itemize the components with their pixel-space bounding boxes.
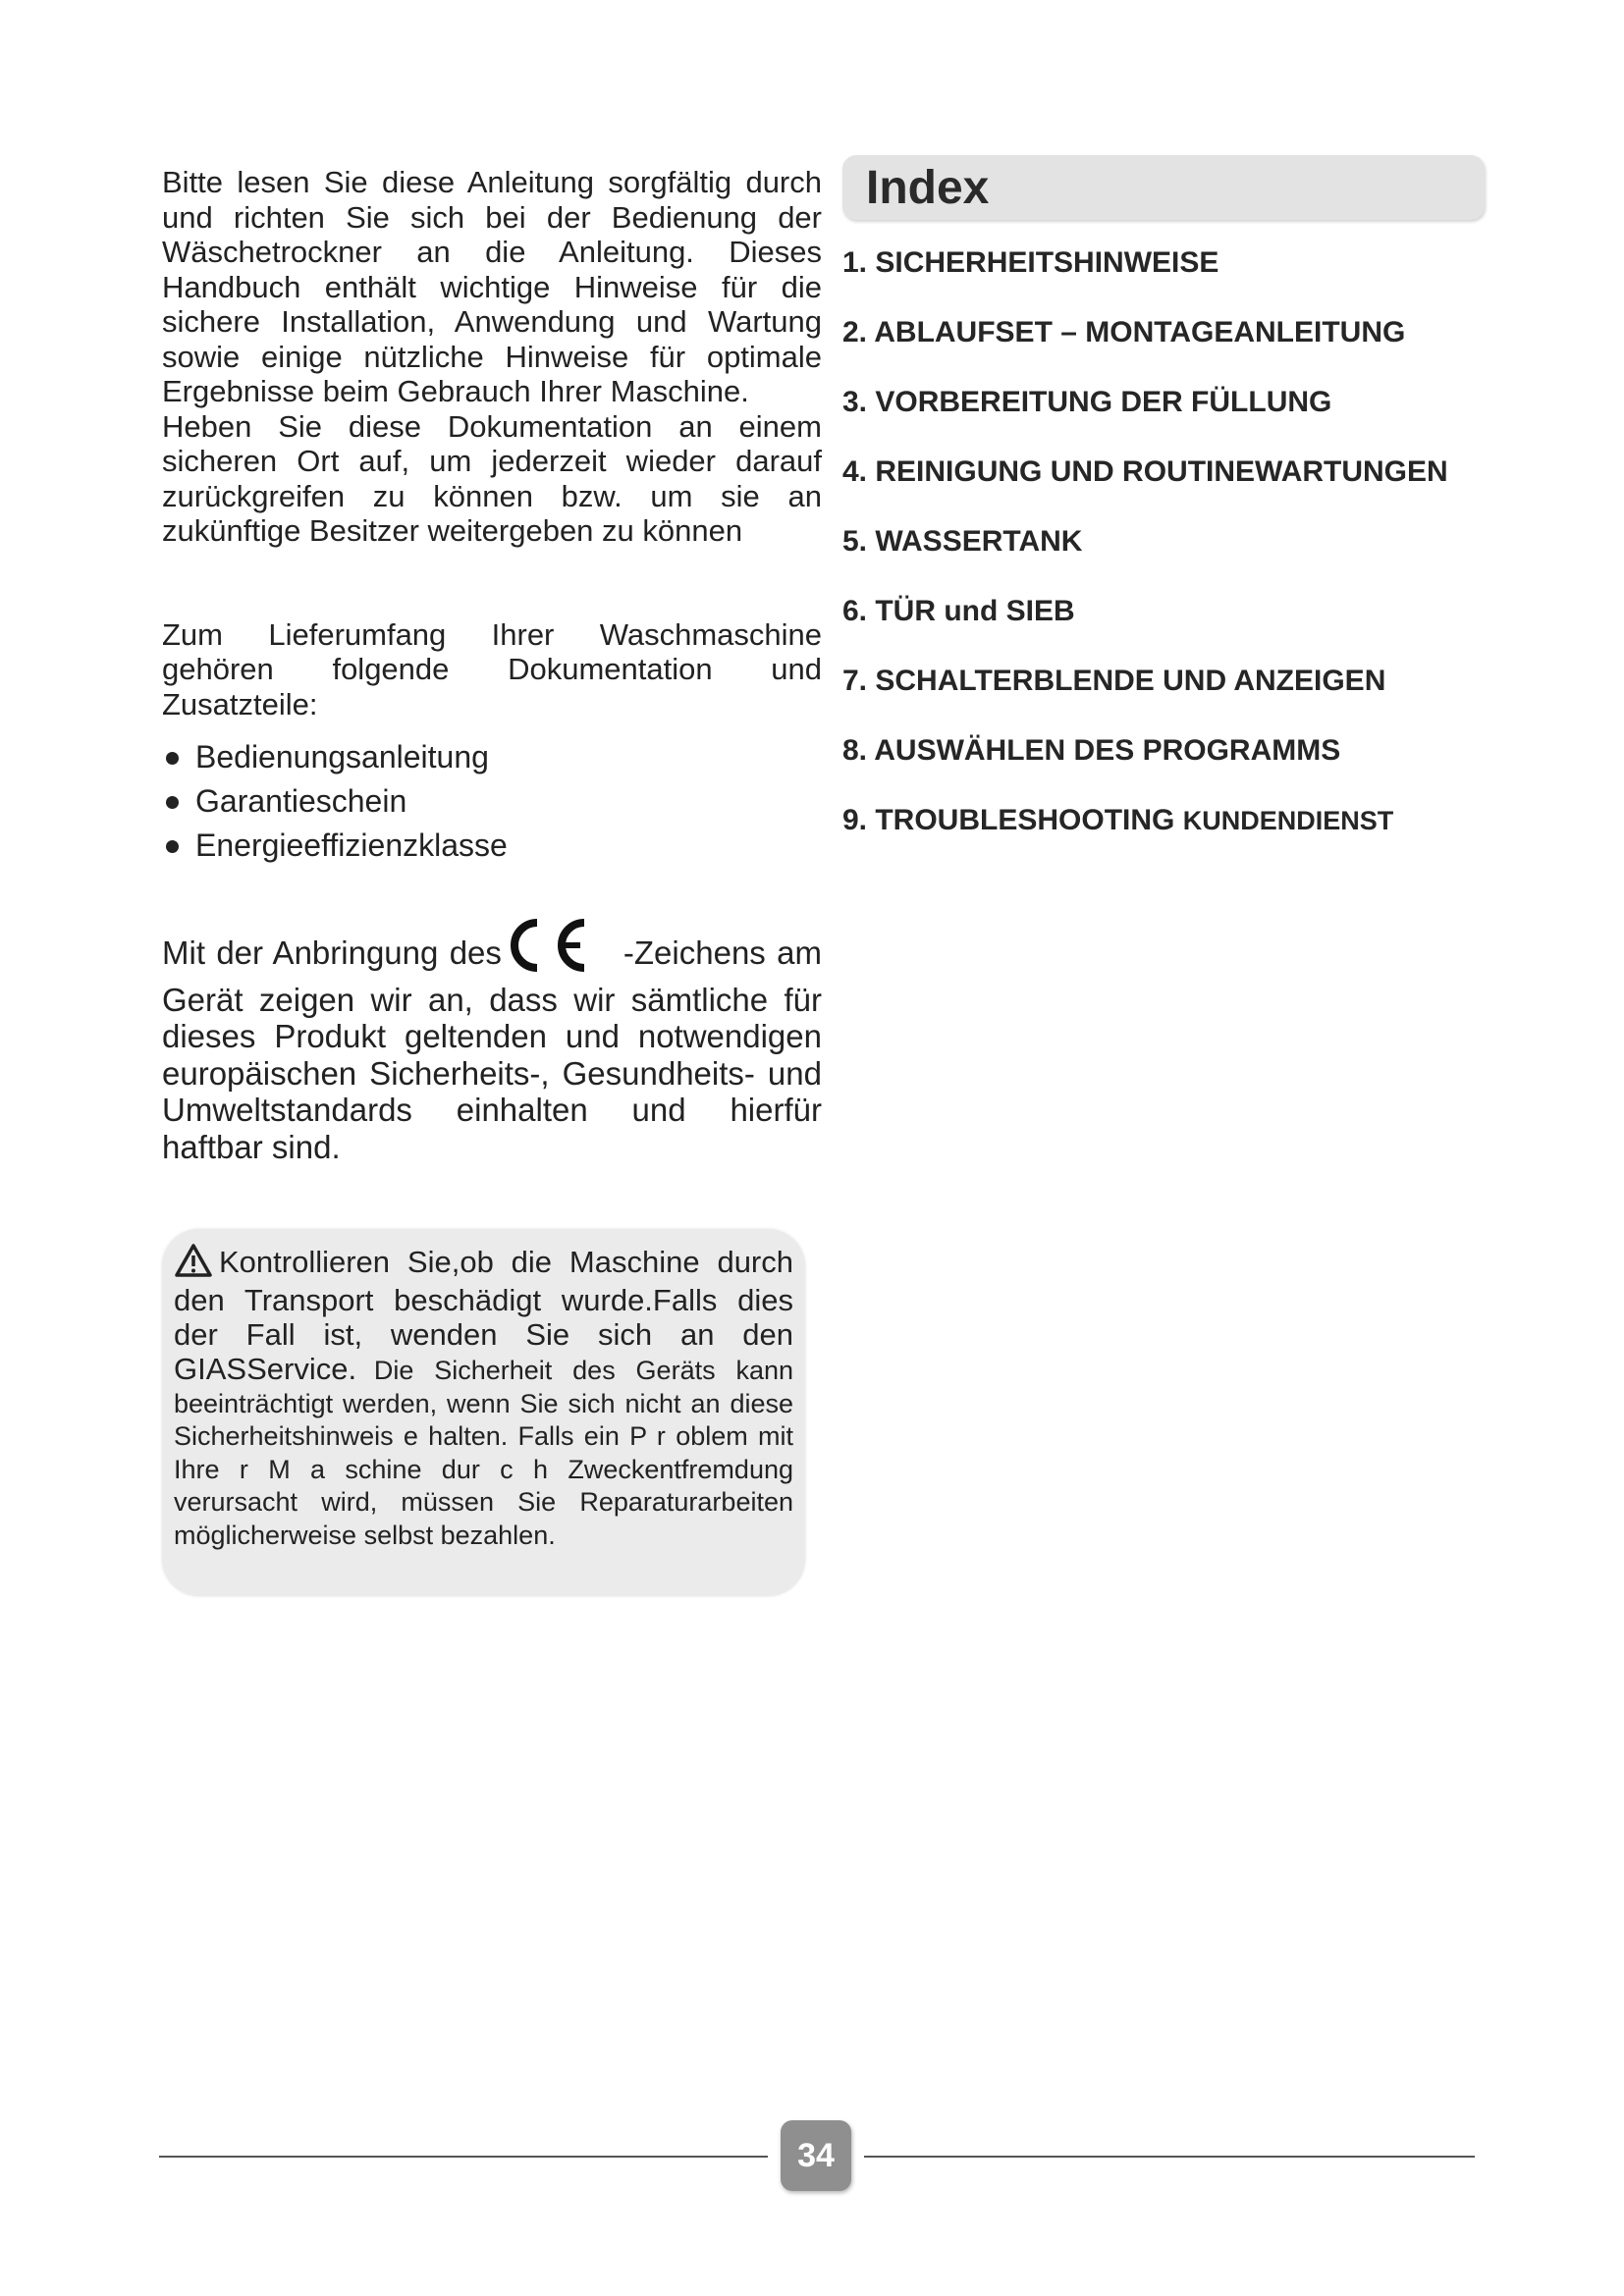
page-number-badge: 34 xyxy=(781,2120,851,2191)
warning-triangle-icon xyxy=(174,1243,213,1283)
toc-item-1[interactable]: 1. SICHERHEITSHINWEISE xyxy=(842,246,1219,279)
toc-item-4[interactable]: 4. REINIGUNG UND ROUTINEWARTUNGEN xyxy=(842,455,1448,488)
index-column xyxy=(842,155,1485,873)
toc-item-9-main: 9. TROUBLESHOOTING xyxy=(842,804,1175,836)
ce-paragraph xyxy=(162,917,822,1165)
intro-paragraph-1: Bitte lesen Sie diese Anleitung sorgfältig durch und richten Sie sich bei der Bedienung der Wäschetrockner an die Anleitung. Dieses Handbuch enthält wichtige Hinweise für die sichere Installation, Anwendung und Wartung sowie einige nützliche Hinweise für optimale Ergebnisse beim Gebrauch Ihrer Maschine. xyxy=(162,165,822,408)
toc-item-7[interactable]: 7. SCHALTERBLENDE UND ANZEIGEN xyxy=(842,665,1386,697)
bullet-icon xyxy=(166,752,179,765)
toc-item-5[interactable]: 5. WASSERTANK xyxy=(842,525,1083,558)
list-item: Garantieschein xyxy=(162,779,822,824)
toc-item-6[interactable]: 6. TÜR und SIEB xyxy=(842,595,1075,627)
ce-text-after: -Zeichens am Gerät zeigen wir an, dass wir sämtliche für dieses Produkt geltenden und notwendigen europäischen Sicherheits-, Gesundheits- und Umweltstandards einhalten und hierfür haftbar sind. xyxy=(162,934,822,1165)
warning-large-text: Kontrollieren Sie,ob die Maschine durch den Transport beschädigt wurde.Falls dies der Fall ist, wenden Sie sich an den GIASService. xyxy=(174,1245,793,1386)
bullet-icon xyxy=(166,840,179,853)
intro-paragraph-2: Heben Sie diese Dokumentation an einem sicheren Ort auf, um jederzeit wieder darauf zurückgreifen zu können bzw. um sie an zukünftige Besitzer weitergeben zu können xyxy=(162,408,822,548)
footer-divider-left xyxy=(159,2156,768,2158)
warning-text xyxy=(174,1243,793,1552)
toc-item-9[interactable] xyxy=(842,803,1485,873)
ce-mark-icon xyxy=(504,917,588,982)
index-header xyxy=(842,155,1485,220)
list-item: Bedienungsanleitung xyxy=(162,735,822,779)
toc-item-8[interactable]: 8. AUSWÄHLEN DES PROGRAMMS xyxy=(842,734,1341,767)
list-item: Energieeffizienzklasse xyxy=(162,824,822,868)
supply-paragraph: Zum Lieferumfang Ihrer Waschmaschine gehören folgende Dokumentation und Zusatzteile: xyxy=(162,616,822,721)
bullet-icon xyxy=(166,796,179,809)
toc-item-2[interactable]: 2. ABLAUFSET – MONTAGEANLEITUNG xyxy=(842,316,1406,348)
supply-list xyxy=(162,735,822,868)
toc-item-3[interactable]: 3. VORBEREITUNG DER FÜLLUNG xyxy=(842,386,1332,418)
warning-small-text: Die Sicherheit des Geräts kann beeinträchtigt werden, wenn Sie sich nicht an diese Sicherheitshinweis e halten. Falls ein P r oblem mit Ihre r M a schine dur c h Zweckentfremdung verursacht wird, müssen Sie Reparaturarbeiten möglicherweise selbst bezahlen. xyxy=(174,1356,793,1550)
toc-item-9-sub: KUNDENDIENST xyxy=(1182,806,1394,835)
warning-box xyxy=(162,1229,805,1596)
footer-divider-right xyxy=(864,2156,1475,2158)
table-of-contents xyxy=(842,245,1485,873)
ce-text-before: Mit der Anbringung des xyxy=(162,934,502,971)
left-column xyxy=(162,165,822,1165)
index-title: Index xyxy=(866,161,990,214)
